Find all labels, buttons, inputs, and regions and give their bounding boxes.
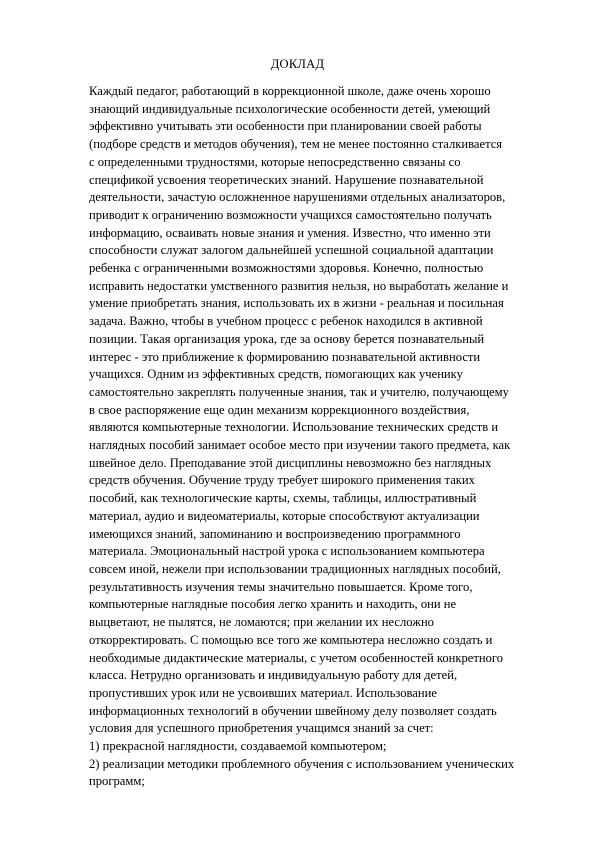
body-line: способности служат залогом дальнейшей успешной социальной адаптации [89,243,494,258]
body-line: 2) реализации методики проблемного обучения с использованием ученических [89,756,515,771]
body-line: наглядных пособий занимает особое место при изучении такого предмета, как [89,438,511,453]
body-line: в свое распоряжение еще один механизм коррекционного воздействия, [89,402,470,417]
body-line: деятельности, зачастую осложненное нарушениями отдельных анализаторов, [89,190,506,205]
document-body [89,83,559,791]
body-line: швейное дело. Преподавание этой дисциплины невозможно без наглядных [89,455,492,470]
body-line: задача. Важно, чтобы в учебном процесс с ребенок находился в активной [89,314,483,329]
body-line: (подборе средств и методов обучения), тем не менее постоянно сталкивается [89,137,503,152]
body-line: компьютерные наглядные пособия легко хранить и находить, они не [89,597,457,612]
body-line: интерес - это приближение к формированию познавательной активности [89,349,481,364]
body-line: исправить недостатки умственного развития нельзя, но выработать желание и [89,278,509,293]
body-line: пособий, как технологические карты, схемы, таблицы, иллюстративный [89,491,477,506]
body-line: программ; [89,774,145,789]
body-line: являются компьютерные технологии. Использование технических средств и [89,420,499,435]
body-line: пропустивших урок или не усвоивших материал. Использование [89,685,437,700]
body-line: информацию, осваивать новые знания и умения. Известно, что именно эти [89,225,491,240]
body-line: откорректировать. С помощью все того же компьютера несложно создать и [89,632,493,647]
body-line: условия для успешного приобретения учащимся знаний за счет: [89,721,434,736]
body-line: материал, аудио и видеоматериалы, которые способствуют актуализации [89,508,480,523]
body-line: самостоятельно закреплять полученные знания, так и учителю, получающему [89,384,509,399]
body-line: умение приобретать знания, использовать их в жизни - реальная и посильная [89,296,504,311]
body-line: приводит к ограничению возможности учащихся самостоятельно получать [89,207,492,222]
document-title: ДОКЛАД [270,57,325,71]
body-line: имеющихся знаний, запоминанию и воспроизведению программного [89,526,461,541]
body-line: совсем иной, нежели при использовании традиционных наглядных пособий, [89,561,501,576]
body-line: спецификой усвоения теоретических знаний. Нарушение познавательной [89,172,484,187]
body-line: с определенными трудностями, которые непосредственно связаны со [89,154,461,169]
body-line: выцветают, не пылятся, не ломаются; при желании их несложно [89,615,434,630]
body-line: материала. Эмоциональный настрой урока с использованием компьютера [89,544,485,559]
body-line: учащихся. Одним из эффективных средств, помогающих как ученику [89,367,463,382]
body-line: средств обучения. Обучение труду требует широкого применения таких [89,473,475,488]
body-line: знающий индивидуальные психологические особенности детей, умеющий [89,101,491,116]
body-line: информационных технологий в обучении швейному делу позволяет создать [89,703,497,718]
body-line: позиции. Такая организация урока, где за основу берется познавательный [89,331,485,346]
body-line: необходимые дидактические материалы, с учетом особенностей конкретного [89,650,504,665]
body-line: результативность изучения темы значительно повышается. Кроме того, [89,579,473,594]
body-line: 1) прекрасной наглядности, создаваемой компьютером; [89,739,387,754]
body-line: Каждый педагог, работающий в коррекционной школе, даже очень хорошо [89,84,491,98]
body-line: эффективно учитывать эти особенности при планировании своей работы [89,119,482,134]
body-line: класса. Нетрудно организовать и индивидуальную работу для детей, [89,668,458,683]
body-line: ребенка с ограниченными возможностями здоровья. Конечно, полностью [89,261,484,276]
